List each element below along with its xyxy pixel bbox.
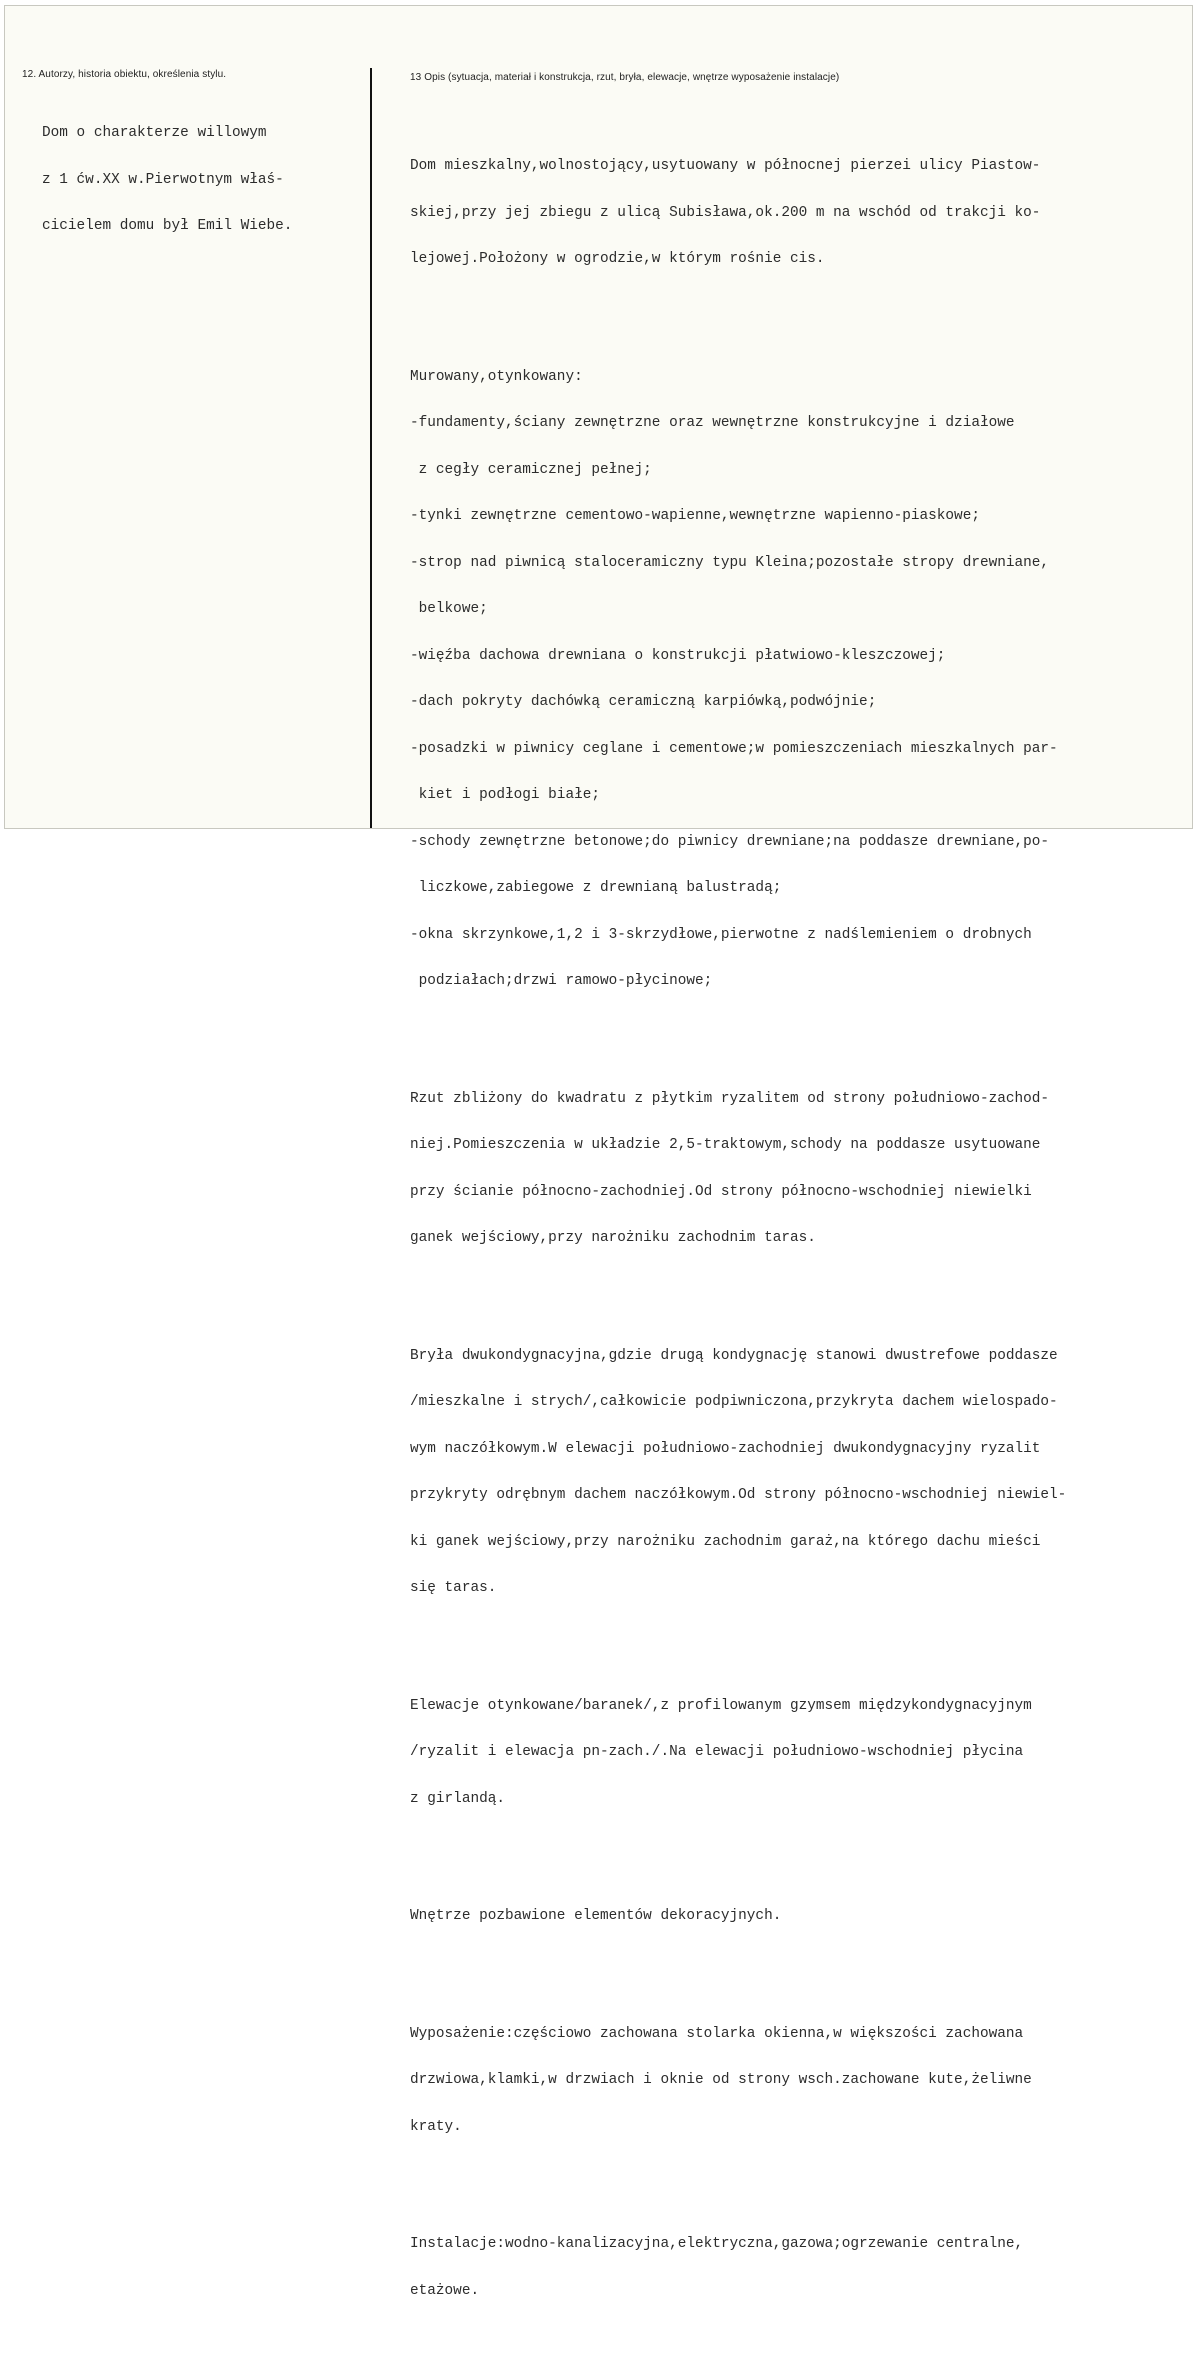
paragraph-materials [410, 339, 1066, 1021]
text-line: wym naczółkowym.W elewacji południowo-zachodniej dwukondygnacyjny ryzalit [410, 1440, 1041, 1457]
text-line: ganek wejściowy,przy narożniku zachodnim taras. [410, 1230, 816, 1246]
text-line: -dach pokryty dachówką ceramiczną karpiówką,podwójnie; [410, 694, 877, 710]
text-line: -strop nad piwnicą staloceramiczny typu Kleina;pozostałe stropy drewniane, [410, 554, 1050, 571]
text-line: Instalacje:wodno-kanalizacyjna,elektryczna,gazowa;ogrzewanie centralne, [410, 2236, 1024, 2252]
text-line: -więźba dachowa drewniana o konstrukcji płatwiowo-kleszczowej; [410, 647, 946, 664]
text-line: skiej,przy jej zbiegu z ulicą Subisława,ok.200 m na wschód od trakcji ko- [410, 204, 1041, 221]
history-line: cicielem domu był Emil Wiebe. [42, 218, 293, 234]
text-line: się taras. [410, 1580, 497, 1596]
text-line: Bryła dwukondygnacyjna,gdzie drugą kondygnację stanowi dwustrefowe poddasze [410, 1347, 1058, 1364]
paragraph-installations [410, 2206, 1066, 2330]
text-line: /ryzalit i elewacja pn-zach./.Na elewacji południowo-wschodniej płycina [410, 1744, 1024, 1760]
text-line: Dom mieszkalny,wolnostojący,usytuowany w północnej pierzei ulicy Piastow- [410, 158, 1041, 174]
text-line: etażowe. [410, 2282, 480, 2299]
text-line: -okna skrzynkowe,1,2 i 3-skrzydłowe,pierwotne z nadślemieniem o drobnych [410, 926, 1032, 943]
text-line: Elewacje otynkowane/baranek/,z profilowanym gzymsem międzykondygnacyjnym [410, 1697, 1032, 1714]
text-line: niej.Pomieszczenia w układzie 2,5-traktowym,schody na poddasze usytuowane [410, 1137, 1041, 1153]
history-line: z 1 ćw.XX w.Pierwotnym właś- [42, 171, 284, 188]
text-line: kiet i podłogi białe; [410, 787, 600, 803]
text-line: Wyposażenie:częściowo zachowana stolarka okienna,w większości zachowana [410, 2025, 1024, 2042]
text-line: przy ścianie północno-zachodniej.Od strony północno-wschodniej niewielki [410, 1183, 1032, 1200]
text-line: Rzut zbliżony do kwadratu z płytkim ryzalitem od strony południowo-zachod- [410, 1090, 1050, 1107]
text-line: liczkowe,zabiegowe z drewnianą balustradą; [410, 880, 782, 896]
text-line: /mieszkalne i strych/,całkowicie podpiwniczona,przykryta dachem wielospado- [410, 1394, 1058, 1410]
text-line: -schody zewnętrzne betonowe;do piwnicy drewniane;na poddasze drewniane,po- [410, 833, 1050, 850]
section-12-label: 12. Autorzy, historia obiektu, określenia stylu. [22, 69, 227, 80]
text-line: z girlandą. [410, 1790, 505, 1807]
text-line: Murowany,otynkowany: [410, 368, 583, 385]
text-line: kraty. [410, 2118, 462, 2135]
paragraph-elevations [410, 1668, 1066, 1839]
text-line: z cegły ceramicznej pełnej; [410, 461, 652, 478]
history-text [42, 95, 292, 250]
text-line: lejowej.Położony w ogrodzie,w którym rośnie cis. [410, 251, 825, 267]
section-13-label: 13 Opis (sytuacja, materiał i konstrukcja, rzut, bryła, elewacje, wnętrze wyposażenie instalacje) [410, 72, 840, 83]
text-line: drzwiowa,klamki,w drzwiach i oknie od strony wsch.zachowane kute,żeliwne [410, 2072, 1032, 2088]
text-line: podziałach;drzwi ramowo-płycinowe; [410, 973, 713, 989]
history-line: Dom o charakterze willowym [42, 125, 267, 141]
column-divider [370, 68, 372, 828]
text-line: ki ganek wejściowy,przy narożniku zachodnim garaż,na którego dachu mieści [410, 1533, 1041, 1550]
text-line: przykryty odrębnym dachem naczółkowym.Od strony północno-wschodniej niewiel- [410, 1487, 1067, 1503]
paragraph-plan [410, 1061, 1066, 1278]
text-line: Wnętrze pozbawione elementów dekoracyjnych. [410, 1908, 782, 1924]
paragraph-equipment [410, 1996, 1066, 2167]
text-line: -fundamenty,ściany zewnętrzne oraz wewnętrzne konstrukcyjne i działowe [410, 415, 1015, 431]
description-text [410, 97, 1066, 2355]
text-line: belkowe; [410, 601, 488, 617]
paragraph-interior [410, 1878, 1066, 1956]
paragraph-location [410, 128, 1066, 299]
text-line: -posadzki w piwnicy ceglane i cementowe;w pomieszczeniach mieszkalnych par- [410, 740, 1058, 757]
text-line: -tynki zewnętrzne cementowo-wapienne,wewnętrzne wapienno-piaskowe; [410, 508, 980, 524]
paragraph-massing [410, 1318, 1066, 1628]
